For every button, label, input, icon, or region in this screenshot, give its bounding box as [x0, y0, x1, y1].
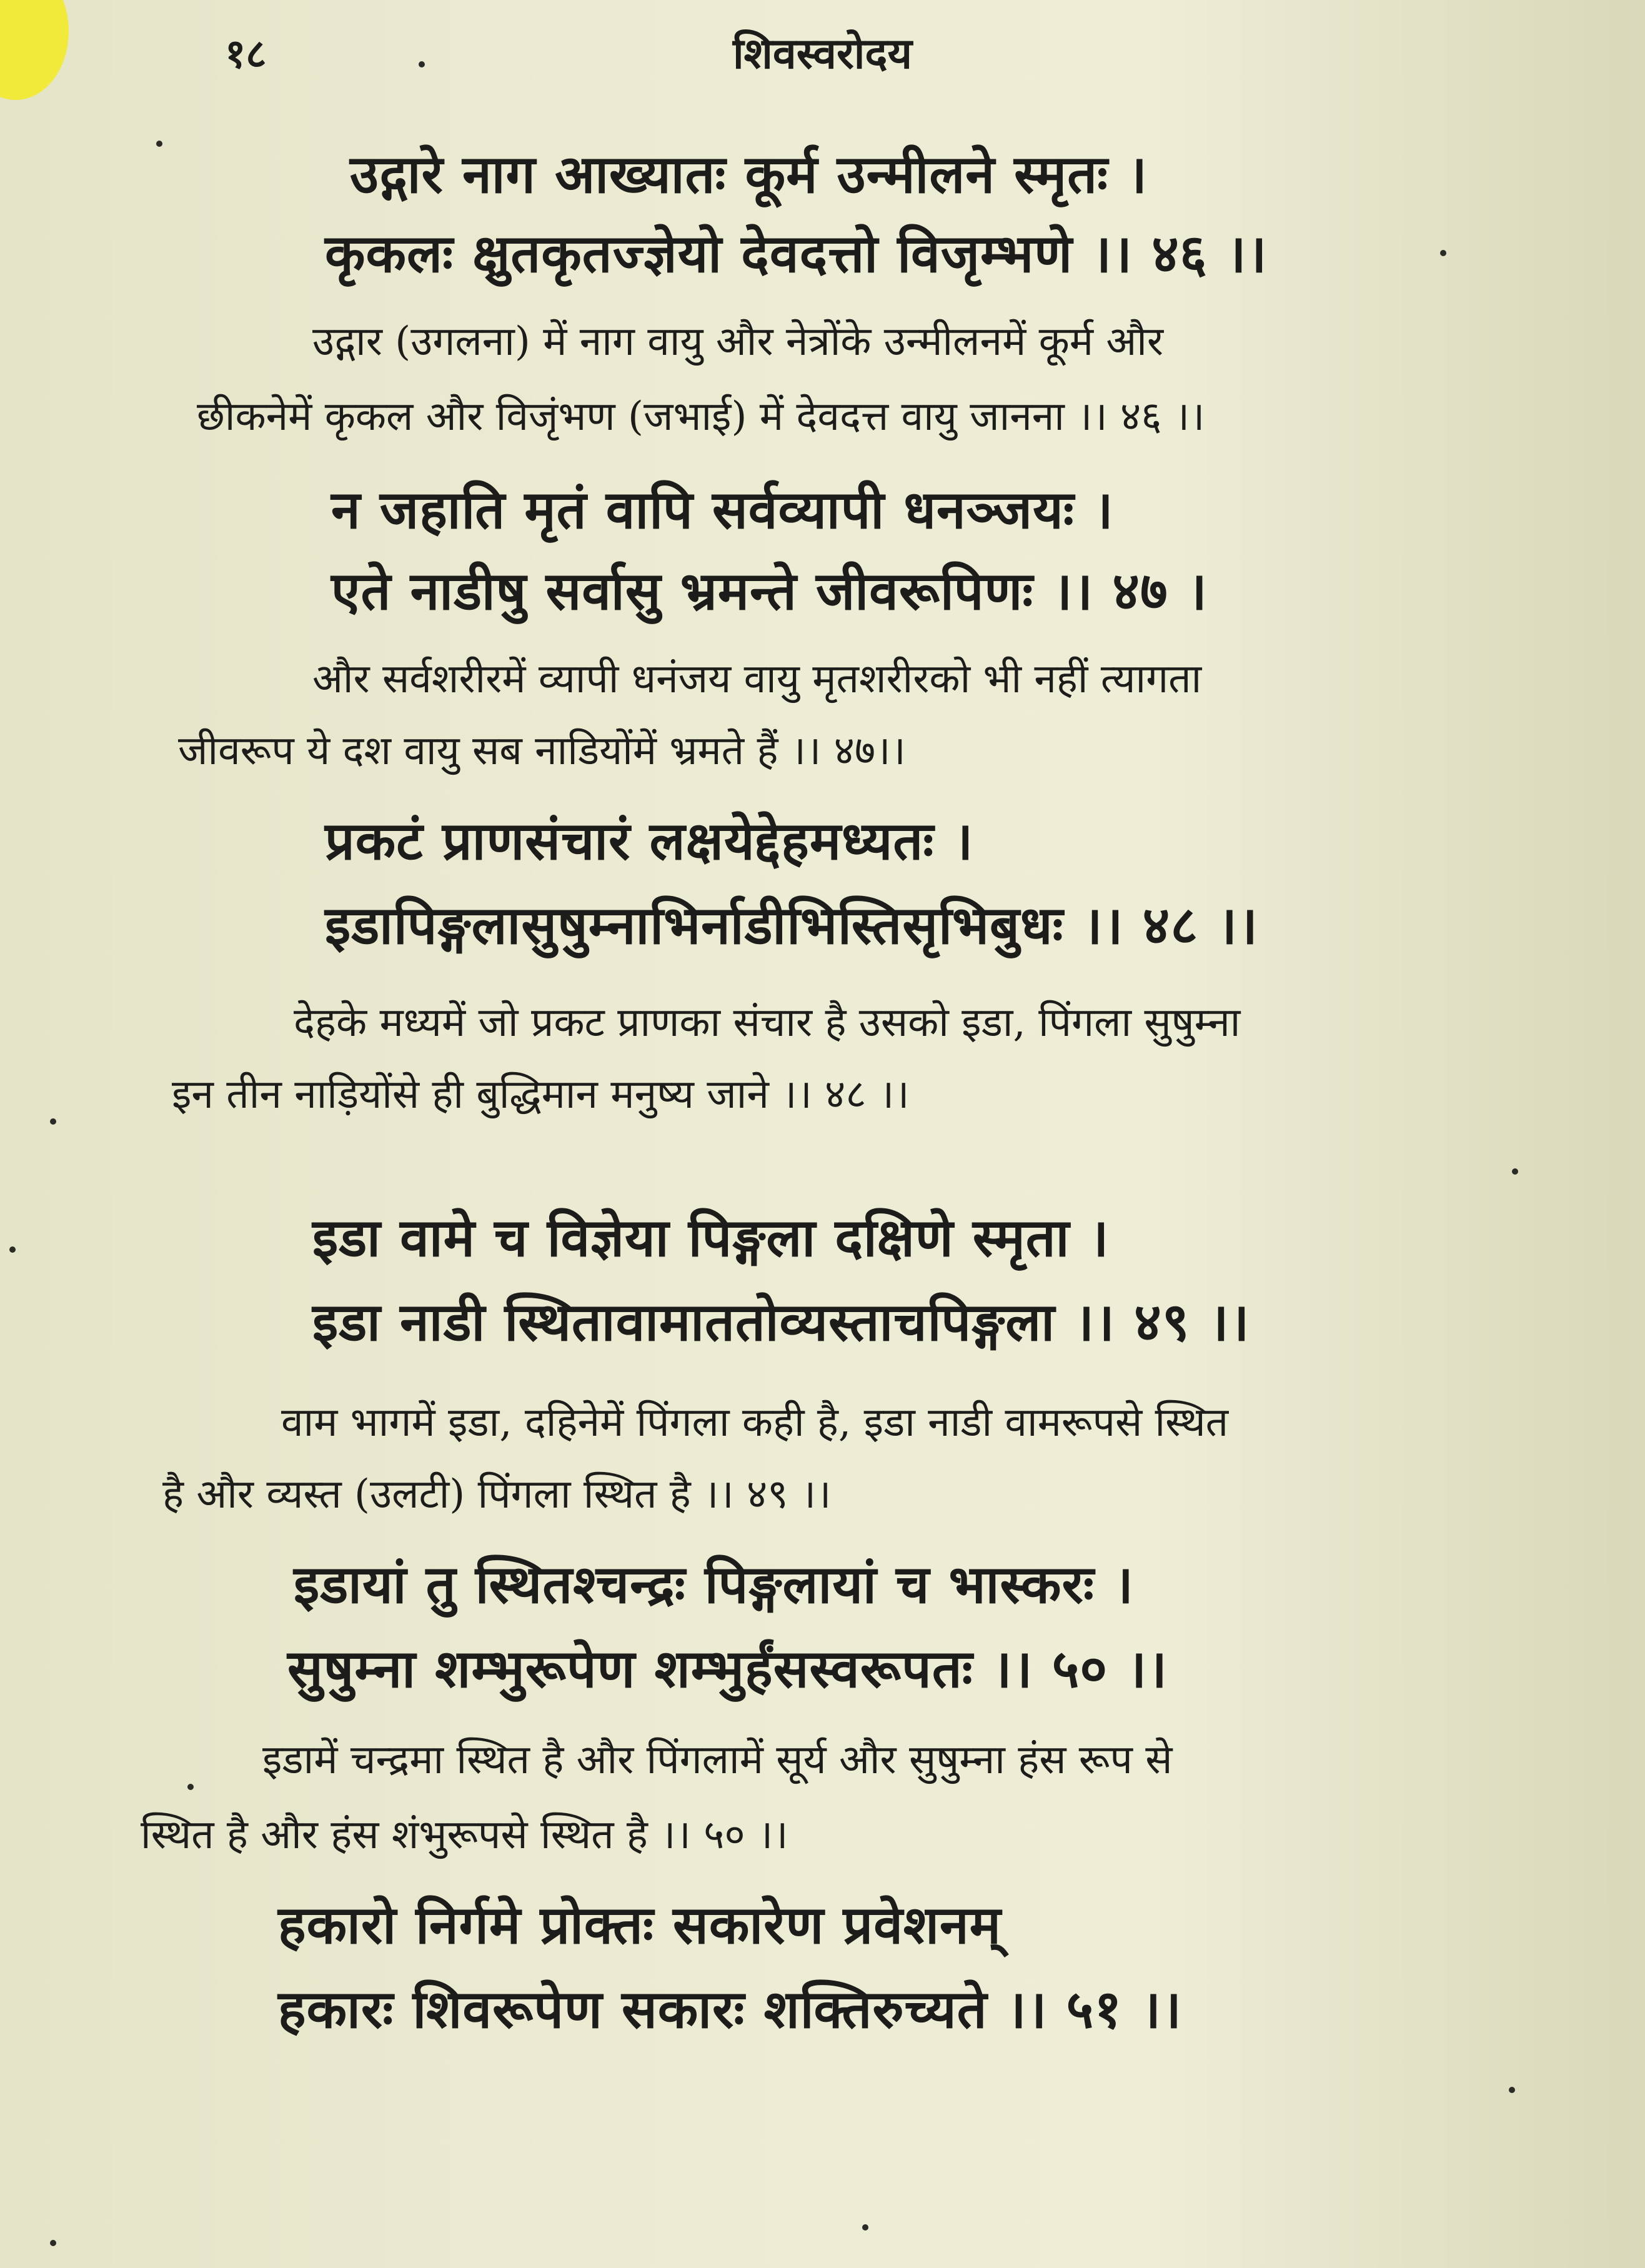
gloss-line: देहके मध्यमें जो प्रकट प्राणका संचार है उसको इडा, पिंगला सुषुम्ना: [294, 1000, 1241, 1046]
verse-line: इडा नाडी स्थितावामाततोव्यस्ताचपिङ्गला ।। ४९ ।।: [312, 1291, 1250, 1353]
gloss-line: इडामें चन्द्रमा स्थित है और पिंगलामें सूर्य और सुषुम्ना हंस रूप से: [262, 1737, 1173, 1783]
ink-speck: [50, 2240, 56, 2246]
gloss-line: छीकनेमें कृकल और विजृंभण (जभाई) में देवदत्त वायु जानना ।। ४६ ।।: [197, 394, 1205, 440]
gloss-line: स्थित है और हंस शंभुरूपसे स्थित है ।। ५० ।।: [141, 1812, 788, 1858]
gloss-line: वाम भागमें इडा, दहिनेमें पिंगला कही है, इडा नाडी वामरूपसे स्थित: [281, 1400, 1229, 1446]
gloss-line: और सर्वशरीरमें व्यापी धनंजय वायु मृतशरीरको भी नहीं त्यागता: [312, 656, 1202, 702]
verse-line: एते नाडीषु सर्वासु भ्रमन्ते जीवरूपिणः ।। ४७ ।: [331, 560, 1208, 622]
gloss-line: है और व्यस्त (उलटी) पिंगला स्थित है ।। ४९ ।।: [162, 1471, 832, 1518]
gloss-line: उद्गार (उगलना) में नाग वायु और नेत्रोंके उन्मीलनमें कूर्म और: [312, 319, 1163, 365]
verse-line: हकारः शिवरूपेण सकारः शक्तिरुच्यते ।। ५१ ।।: [278, 1978, 1182, 2040]
ink-speck: [156, 141, 162, 147]
ink-speck: [50, 1118, 56, 1125]
verse-line: प्रकटं प्राणसंचारं लक्षयेद्देहमध्यतः ।: [325, 810, 974, 872]
verse-line: इडापिङ्गलासुषुम्नाभिर्नाडीभिस्तिसृभिबुधः ।। ४८ ।।: [325, 894, 1258, 956]
ink-speck: [1512, 1168, 1518, 1175]
page-number: १८: [225, 31, 267, 77]
verse-line: कृकलः क्षुतकृतज्ज्ञेयो देवदत्तो विजृम्भणे ।। ४६ ।।: [325, 222, 1268, 284]
gloss-line: इन तीन नाड़ियोंसे ही बुद्धिमान मनुष्य जाने ।। ४८ ।।: [172, 1072, 910, 1118]
ink-speck: [862, 2224, 868, 2231]
verse-line: हकारो निर्गमे प्रोक्तः सकारेण प्रवेशनम्: [278, 1894, 1001, 1956]
ink-speck: [1509, 2087, 1515, 2093]
verse-line: इडायां तु स्थितश्चन्द्रः पिङ्गलायां च भास्करः ।: [294, 1553, 1134, 1615]
gloss-line: जीवरूप ये दश वायु सब नाडियोंमें भ्रमते हैं ।। ४७।।: [178, 728, 906, 774]
verse-line: इडा वामे च विज्ञेया पिङ्गला दक्षिणे स्मृता ।: [312, 1206, 1110, 1268]
ink-speck: [9, 1246, 16, 1253]
ink-speck: [1440, 250, 1446, 256]
ink-speck: [419, 61, 425, 67]
verse-line: उद्गारे नाग आख्यातः कूर्म उन्मीलने स्मृतः ।: [350, 143, 1148, 205]
verse-line: सुषुम्ना शम्भुरूपेण शम्भुर्हंसस्वरूपतः ।। ५० ।।: [287, 1638, 1168, 1699]
running-title: शिवस्वरोदय: [733, 29, 912, 79]
verse-line: न जहाति मृतं वापि सर्वव्यापी धनञ्जयः ।: [331, 479, 1114, 540]
ink-speck: [187, 1784, 194, 1790]
